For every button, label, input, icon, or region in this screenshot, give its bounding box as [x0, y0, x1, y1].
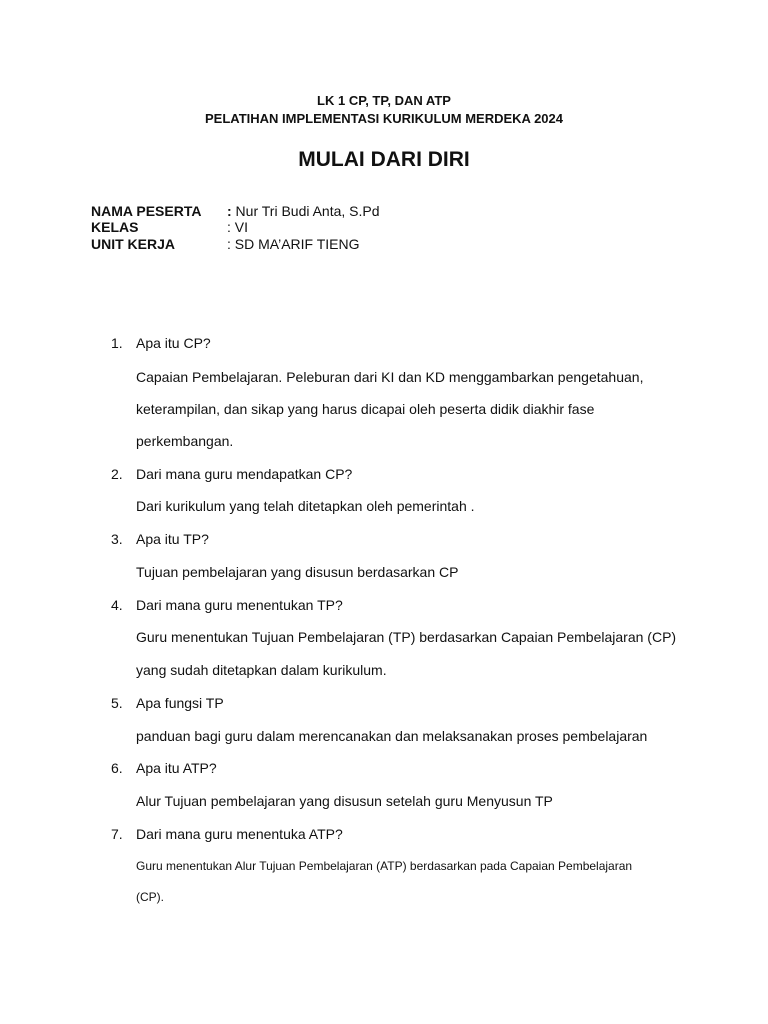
- answer-1-line-1: Capaian Pembelajaran. Peleburan dari KI dan KD menggambarkan pengetahuan,: [136, 369, 644, 385]
- answer-3-line-1: Tujuan pembelajaran yang disusun berdasarkan CP: [136, 564, 459, 580]
- question-text: Dari mana guru mendapatkan CP?: [136, 466, 353, 482]
- question-number: 7.: [111, 826, 123, 842]
- answer-5-line-1: panduan bagi guru dalam merencanakan dan melaksanakan proses pembelajaran: [136, 728, 648, 744]
- question-number: 5.: [111, 695, 123, 711]
- answer-4-line-2: yang sudah ditetapkan dalam kurikulum.: [136, 662, 387, 678]
- nama-value-wrap: [227, 203, 380, 220]
- answer-7-line-1: Guru menentukan Alur Tujuan Pembelajaran (ATP) berdasarkan pada Capaian Pembelajaran: [136, 859, 633, 873]
- question-text: Dari mana guru menentuka ATP?: [136, 826, 343, 842]
- kelas-label: KELAS: [91, 219, 139, 235]
- question-number: 4.: [111, 597, 123, 613]
- header-line-1: LK 1 CP, TP, DAN ATP: [317, 93, 451, 108]
- question-text: Apa itu TP?: [136, 531, 209, 547]
- question-number: 2.: [111, 466, 123, 482]
- answer-7-line-2: (CP).: [136, 890, 164, 904]
- question-text: Apa itu CP?: [136, 335, 211, 351]
- nama-colon: :: [227, 203, 232, 219]
- question-4: [111, 596, 343, 614]
- question-3: [111, 530, 209, 548]
- question-text: Dari mana guru menentukan TP?: [136, 597, 343, 613]
- header-line-2: PELATIHAN IMPLEMENTASI KURIKULUM MERDEKA 2024: [204, 111, 563, 126]
- answer-1-line-3: perkembangan.: [136, 433, 234, 449]
- nama-label: NAMA PESERTA: [91, 203, 202, 219]
- answer-2-line-1: Dari kurikulum yang telah ditetapkan oleh pemerintah .: [136, 498, 475, 514]
- unit-value: : SD MA’ARIF TIENG: [227, 236, 360, 252]
- question-6: [111, 759, 217, 777]
- unit-label: UNIT KERJA: [91, 236, 176, 252]
- nama-value: Nur Tri Budi Anta, S.Pd: [231, 203, 380, 219]
- question-number: 1.: [111, 335, 123, 351]
- question-5: [111, 694, 224, 712]
- question-7: [111, 825, 343, 843]
- kelas-value: : VI: [227, 219, 249, 235]
- page-title: MULAI DARI DIRI: [298, 148, 470, 171]
- question-2: [111, 465, 352, 483]
- answer-1-line-2: keterampilan, dan sikap yang harus dicapai oleh peserta didik diakhir fase: [136, 401, 595, 417]
- question-text: Apa itu ATP?: [136, 760, 217, 776]
- question-1: [111, 334, 211, 352]
- question-number: 6.: [111, 760, 123, 776]
- question-text: Apa fungsi TP: [136, 695, 224, 711]
- answer-6-line-1: Alur Tujuan pembelajaran yang disusun setelah guru Menyusun TP: [136, 793, 553, 809]
- question-number: 3.: [111, 531, 123, 547]
- answer-4-line-1: Guru menentukan Tujuan Pembelajaran (TP) berdasarkan Capaian Pembelajaran (CP): [136, 629, 677, 645]
